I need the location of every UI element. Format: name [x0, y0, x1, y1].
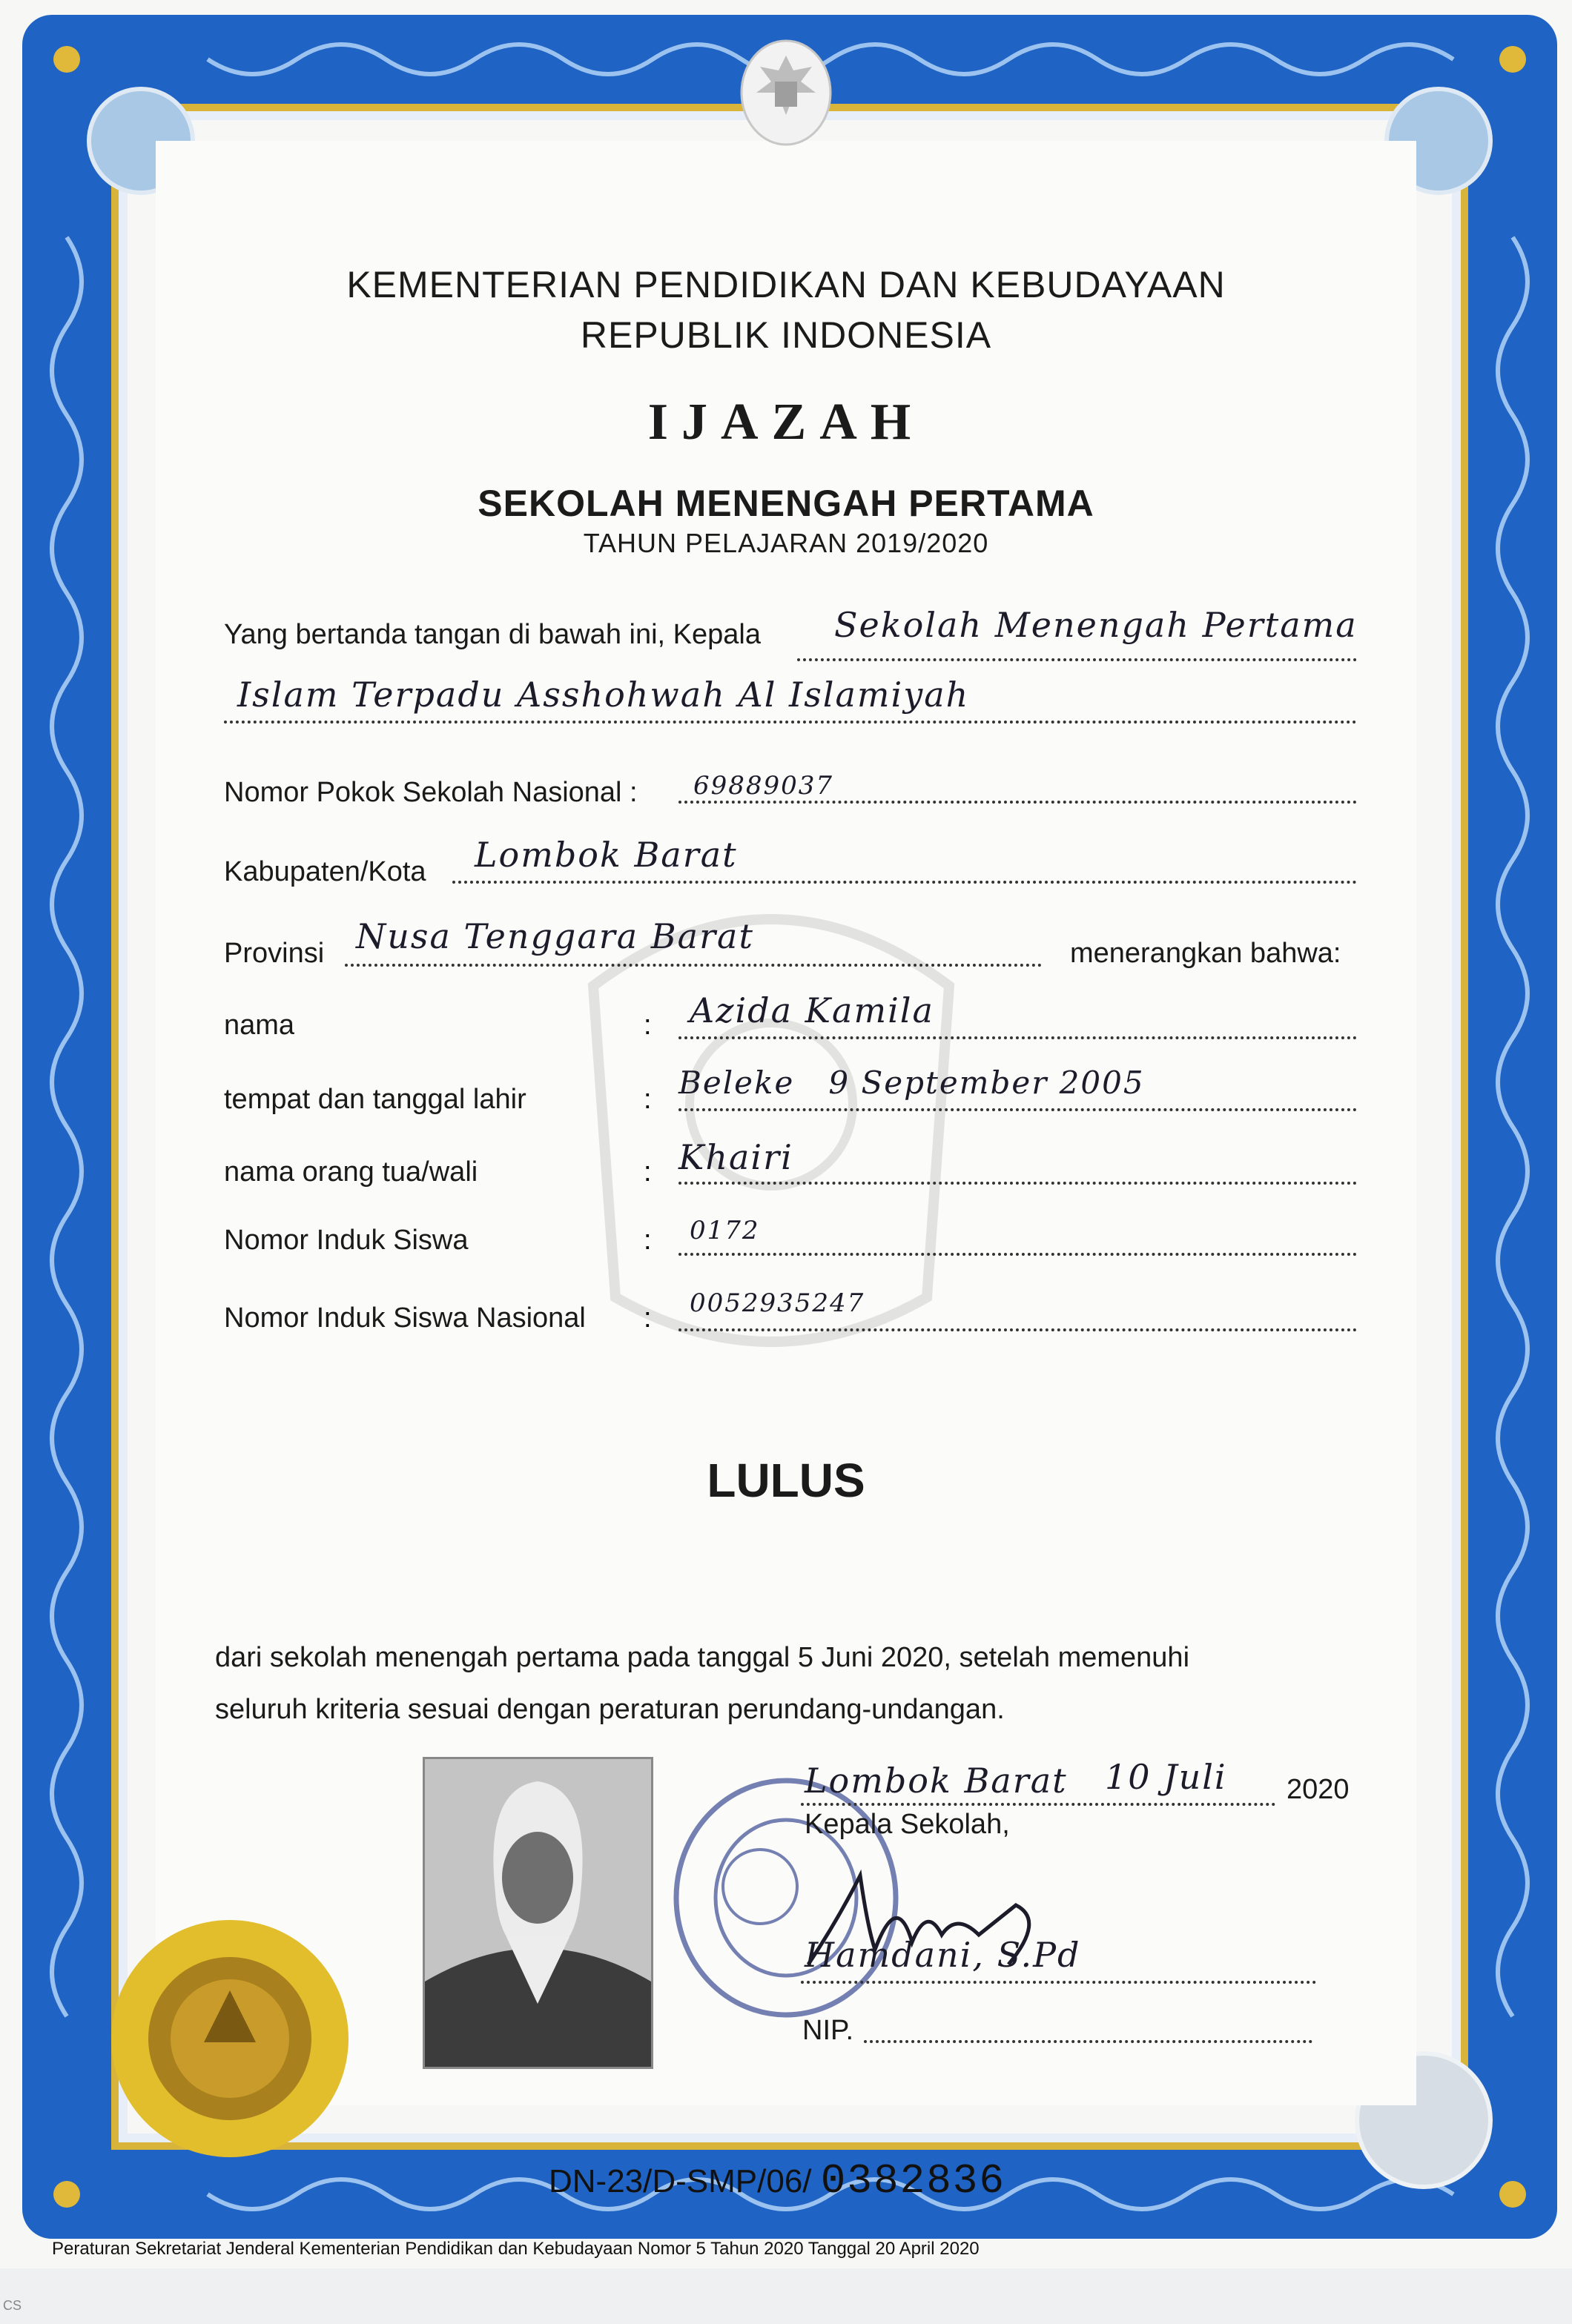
document-title: IJAZAH — [647, 394, 925, 451]
serial-digits: 0382836 — [820, 2157, 1006, 2205]
kabupaten-label: Kabupaten/Kota — [224, 856, 426, 887]
signature-date: 10 Juli — [1105, 1757, 1227, 1797]
ortu-label: nama orang tua/wali — [224, 1156, 478, 1188]
serial-number — [549, 2157, 1005, 2205]
statement-line-2: seluruh kriteria sesuai dengan peraturan perundang-undangan. — [215, 1694, 1005, 1725]
nip-label: NIP. — [802, 2015, 854, 2046]
nis-colon: : — [644, 1225, 652, 1256]
npsn-dots — [678, 801, 1357, 804]
provinsi-label: Provinsi — [224, 938, 325, 969]
ttl-colon: : — [644, 1084, 652, 1115]
nisn-colon: : — [644, 1302, 652, 1334]
nisn-dots — [678, 1328, 1357, 1331]
school-name-line-1: Sekolah Menengah Pertama — [834, 605, 1358, 645]
signature-role: Kepala Sekolah, — [805, 1809, 1010, 1840]
gold-seal-icon — [104, 1913, 356, 2165]
academic-year: TAHUN PELAJARAN 2019/2020 — [583, 528, 989, 558]
scanner-mark: CS — [3, 2298, 22, 2313]
ttl-dots — [678, 1108, 1357, 1111]
school-name-line-2: Islam Terpadu Asshohwah Al Islamiyah — [237, 675, 970, 715]
principal-name: Hamdani, S.Pd — [805, 1935, 1081, 1975]
nama-colon: : — [644, 1010, 652, 1041]
nis-dots — [678, 1253, 1357, 1256]
nama-dots — [678, 1036, 1357, 1039]
kabupaten-value: Lombok Barat — [475, 835, 738, 875]
nama-label: nama — [224, 1010, 295, 1041]
signature-year: 2020 — [1287, 1774, 1350, 1805]
ttl-label: tempat dan tanggal lahir — [224, 1084, 526, 1115]
ortu-dots — [678, 1182, 1357, 1185]
provinsi-dots — [345, 964, 1042, 967]
ortu-colon: : — [644, 1156, 652, 1188]
npsn-value: 69889037 — [693, 771, 834, 801]
npsn-label: Nomor Pokok Sekolah Nasional : — [224, 777, 638, 808]
nisn-label: Nomor Induk Siswa Nasional — [224, 1302, 586, 1334]
principal-name-dots — [801, 1981, 1316, 1984]
nis-value: 0172 — [690, 1216, 760, 1245]
ministry-heading — [0, 259, 1572, 360]
signature-place: Lombok Barat — [805, 1761, 1068, 1801]
ortu-value: Khairi — [678, 1137, 793, 1177]
result-status: LULUS — [707, 1454, 865, 1507]
statement-line-1: dari sekolah menengah pertama pada tanggal 5 Juni 2020, setelah memenuhi — [215, 1642, 1190, 1673]
serial-prefix: DN-23/D-SMP/06/ — [549, 2163, 812, 2199]
ministry-line-2: REPUBLIK INDONESIA — [580, 314, 992, 356]
garuda-emblem-icon — [738, 37, 834, 148]
student-photo — [423, 1757, 653, 2069]
provinsi-value: Nusa Tenggara Barat — [356, 916, 754, 956]
intro-label: Yang bertanda tangan di bawah ini, Kepala — [224, 619, 761, 650]
school-type: SEKOLAH MENENGAH PERTAMA — [478, 483, 1094, 524]
nisn-value: 0052935247 — [690, 1288, 865, 1318]
signature-date-dots — [801, 1803, 1275, 1806]
kabupaten-dots — [452, 881, 1357, 884]
footer-regulation-note: Peraturan Sekretariat Jenderal Kementerian Pendidikan dan Kebudayaan Nomor 5 Tahun 2020 Tanggal 20 April 2020 — [52, 2239, 980, 2259]
school-name-line-1-dots — [797, 658, 1357, 661]
ministry-line-1: KEMENTERIAN PENDIDIKAN DAN KEBUDAYAAN — [346, 264, 1226, 305]
nis-label: Nomor Induk Siswa — [224, 1225, 469, 1256]
nama-value: Azida Kamila — [690, 990, 934, 1030]
school-name-line-2-dots — [224, 721, 1357, 724]
nip-dots — [864, 2040, 1312, 2043]
ttl-value: Beleke 9 September 2005 — [678, 1065, 1145, 1101]
menerangkan-label: menerangkan bahwa: — [1070, 938, 1341, 969]
